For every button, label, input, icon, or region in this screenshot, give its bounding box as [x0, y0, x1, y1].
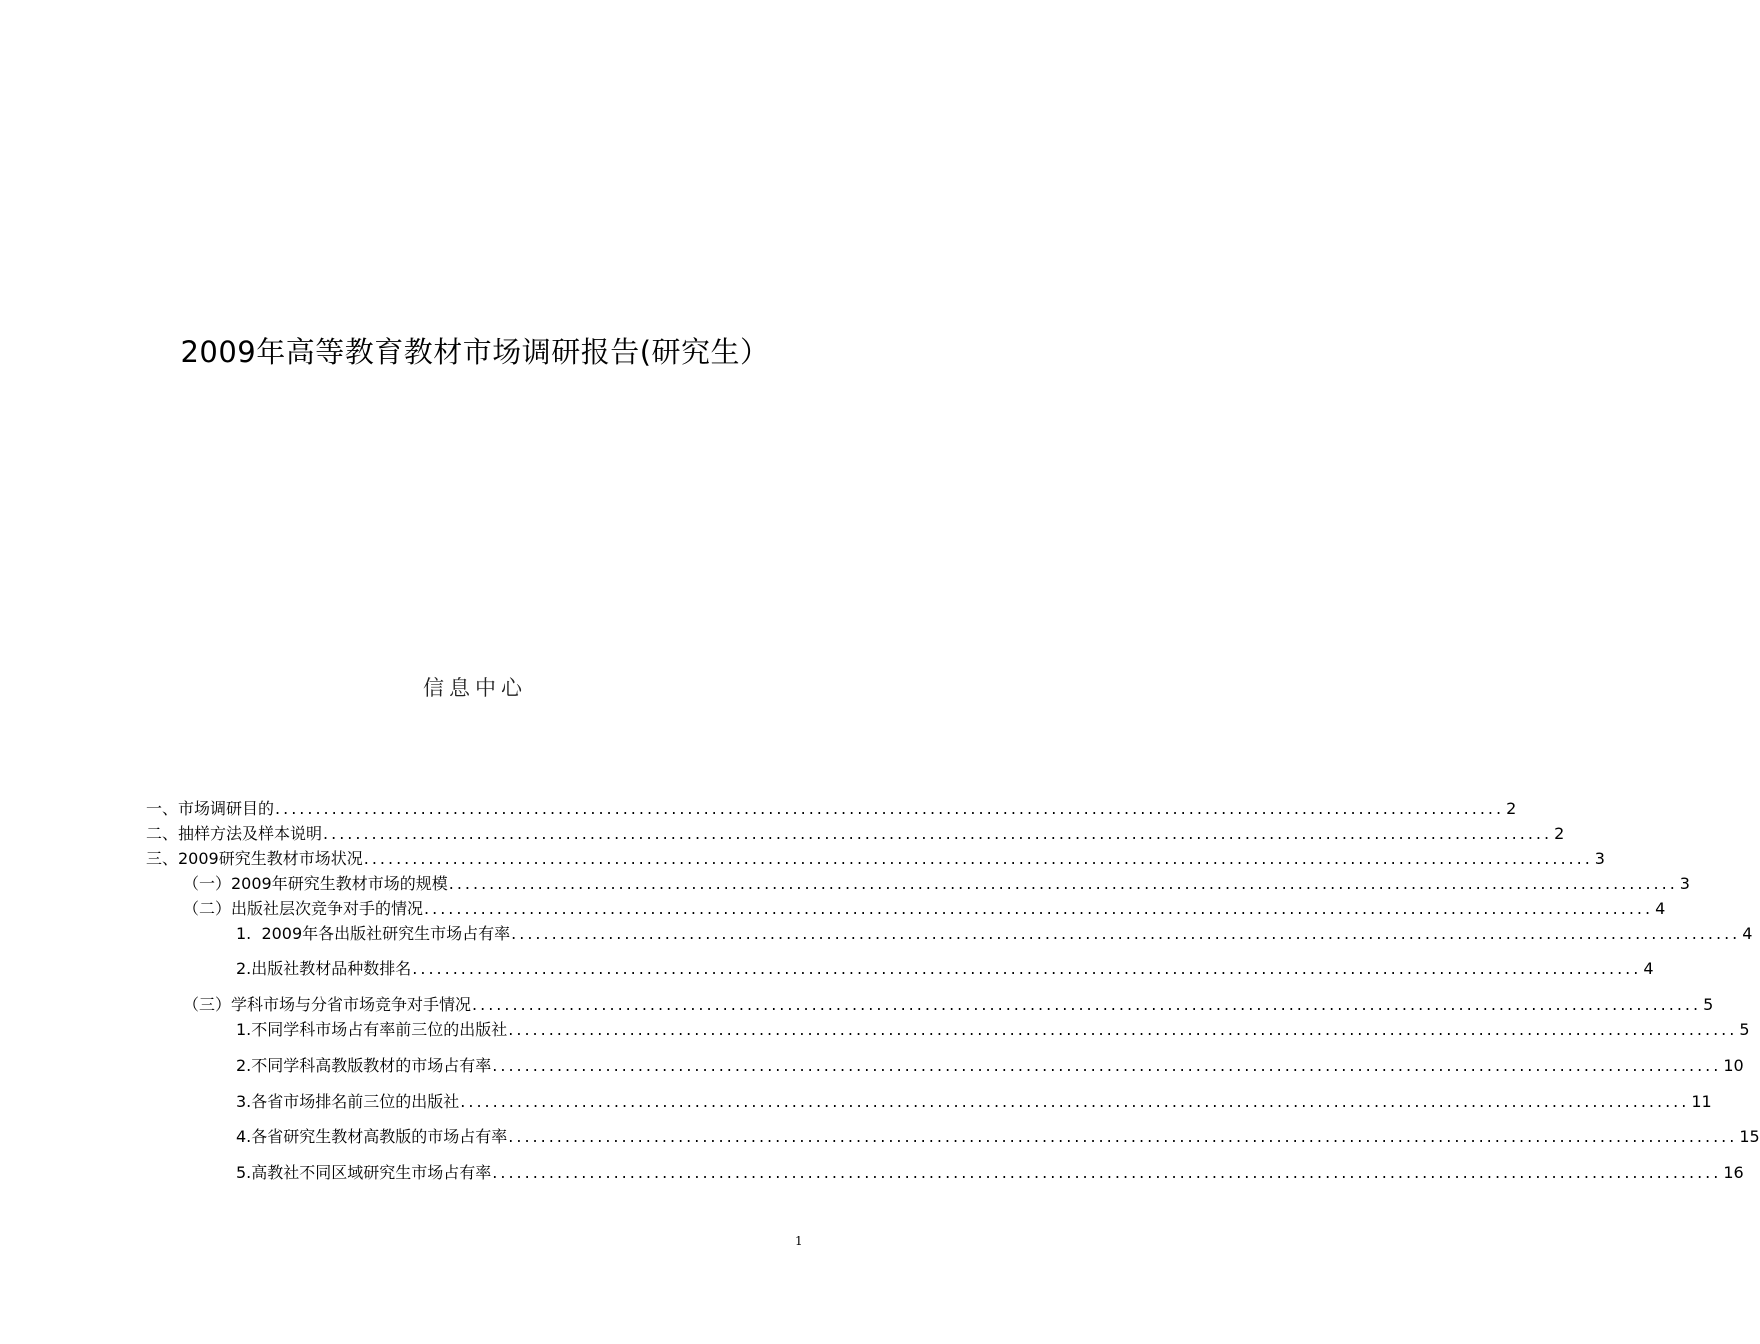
toc-leader-dots: ........................................................................................................................................................ [472, 995, 1702, 1014]
toc-entry-label: （一）2009年研究生教材市场的规模 [183, 874, 448, 893]
toc-entry-page: 4 [1742, 924, 1753, 943]
toc-entry[interactable] [236, 959, 1654, 979]
toc-entry[interactable] [183, 899, 1666, 919]
toc-leader-dots: ........................................................................................................................................................ [492, 1056, 1722, 1075]
toc-entry-page: 3 [1679, 874, 1690, 893]
toc-entry-page: 15 [1739, 1127, 1760, 1146]
toc-leader-dots: ........................................................................................................................................................ [424, 899, 1654, 918]
toc-entry-label: 2.出版社教材品种数排名 [236, 959, 412, 978]
toc-entry-label: （三）学科市场与分省市场竞争对手情况 [183, 995, 472, 1014]
toc-entry-page: 3 [1594, 849, 1605, 868]
toc-entry-page: 2 [1506, 799, 1517, 818]
toc-leader-dots: ........................................................................................................................................................ [492, 1163, 1722, 1182]
toc-entry-label: 2.不同学科高教版教材的市场占有率 [236, 1056, 492, 1075]
toc-leader-dots: ........................................................................................................................................................ [275, 799, 1505, 818]
toc-entry[interactable] [146, 849, 1605, 869]
toc-entry[interactable] [236, 924, 1753, 944]
toc-leader-dots: ........................................................................................................................................................ [412, 959, 1642, 978]
toc-entry[interactable] [146, 799, 1517, 819]
toc-entry-label: 二、抽样方法及样本说明 [146, 824, 323, 843]
toc-entry-page: 5 [1739, 1020, 1750, 1039]
toc-leader-dots: ........................................................................................................................................................ [508, 1020, 1738, 1039]
toc-leader-dots: ........................................................................................................................................................ [460, 1092, 1690, 1111]
toc-entry[interactable] [236, 1020, 1750, 1040]
toc-leader-dots: ........................................................................................................................................................ [363, 849, 1593, 868]
toc-entry-label: 1. 2009年各出版社研究生市场占有率 [236, 924, 511, 943]
toc-leader-dots: ........................................................................................................................................................ [448, 874, 1678, 893]
toc-entry-page: 4 [1643, 959, 1654, 978]
toc-entry-page: 4 [1655, 899, 1666, 918]
toc-entry[interactable] [236, 1163, 1744, 1183]
toc-entry[interactable] [146, 824, 1565, 844]
toc-entry-label: 5.高教社不同区域研究生市场占有率 [236, 1163, 492, 1182]
page-number: 1 [795, 1234, 803, 1248]
toc-leader-dots: ........................................................................................................................................................ [323, 824, 1553, 843]
toc-entry-page: 10 [1723, 1056, 1744, 1075]
toc-entry[interactable] [183, 874, 1690, 894]
toc-entry-label: 1.不同学科市场占有率前三位的出版社 [236, 1020, 508, 1039]
toc-entry[interactable] [236, 1092, 1712, 1112]
toc-entry-page: 2 [1554, 824, 1565, 843]
toc-entry-page: 11 [1691, 1092, 1712, 1111]
toc-entry-page: 5 [1703, 995, 1714, 1014]
toc-entry-label: 4.各省研究生教材高教版的市场占有率 [236, 1127, 508, 1146]
toc-entry[interactable] [236, 1127, 1760, 1147]
toc-entry-label: 三、2009研究生教材市场状况 [146, 849, 363, 868]
toc-entry-label: 3.各省市场排名前三位的出版社 [236, 1092, 460, 1111]
department-label: 信息中心 [423, 676, 527, 700]
toc-entry-label: （二）出版社层次竞争对手的情况 [183, 899, 424, 918]
toc-leader-dots: ........................................................................................................................................................ [508, 1127, 1738, 1146]
toc-entry[interactable] [236, 1056, 1744, 1076]
report-title: 2009年高等教育教材市场调研报告(研究生） [180, 335, 770, 369]
toc-entry-page: 16 [1723, 1163, 1744, 1182]
toc-entry[interactable] [183, 995, 1714, 1015]
toc-entry-label: 一、市场调研目的 [146, 799, 275, 818]
toc-leader-dots: ........................................................................................................................................................ [511, 924, 1741, 943]
